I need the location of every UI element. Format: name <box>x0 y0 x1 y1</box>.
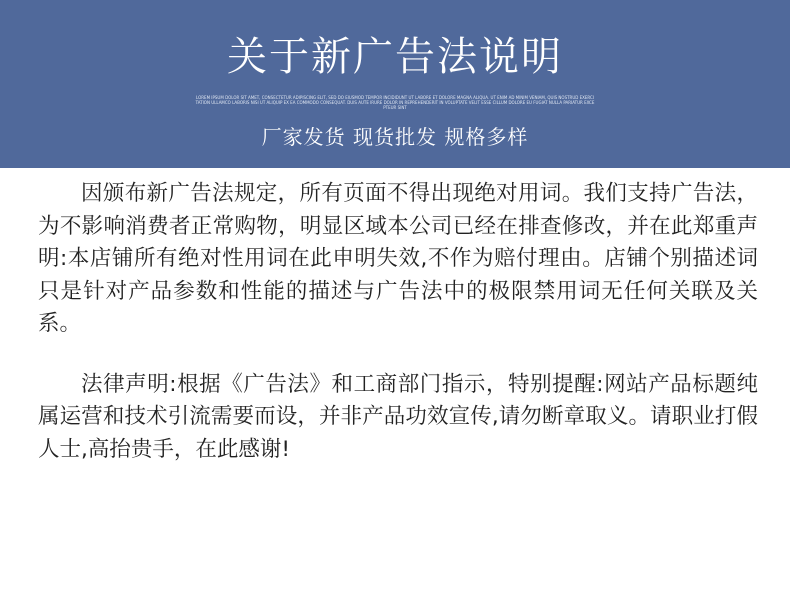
banner-fine-print: LOREM IPSUM DOLOR SIT AMET, CONSECTETUR ADIPISCING ELIT, SED DO EIUSMOD TEMPOR INCIDIDUNT UT LABORE ET DOLORE MAGNA ALIQUA. UT ENIM AD MINIM VENIAM, QUIS NOSTRUD EXERCITATION ULLAMCO LABORIS NISI UT ALIQUIP EX EA COMMODO CONSEQUAT. DUIS AUTE IRURE DOLOR IN REPREHENDERIT IN VOLUPTATE VELIT ESSE CILLUM DOLORE EU FUGIAT NULLA PARIATUR EXCEPTEUR SINT <box>195 95 595 110</box>
notice-paragraph-1: 因颁布新广告法规定，所有页面不得出现绝对用词。我们支持广告法，为不影响消费者正常购物，明显区域本公司已经在排查修改，并在此郑重声明:本店铺所有绝对性用词在此申明失效,不作为赔付理由。店铺个别描述词只是针对产品参数和性能的描述与广告法中的极限禁用词无任何关联及关系。 <box>38 181 758 336</box>
page-title: 关于新广告法说明 <box>227 34 563 80</box>
notice-paragraph-2: 法律声明:根据《广告法》和工商部门指示，特别提醒:网站产品标题纯属运营和技术引流需要而设，并非产品功效宣传,请勿断章取义。请职业打假人士,高抬贵手，在此感谢! <box>38 371 758 462</box>
notice-content <box>38 178 758 466</box>
header-banner <box>0 0 790 168</box>
banner-subtitle: 厂家发货 现货批发 规格多样 <box>261 125 529 149</box>
